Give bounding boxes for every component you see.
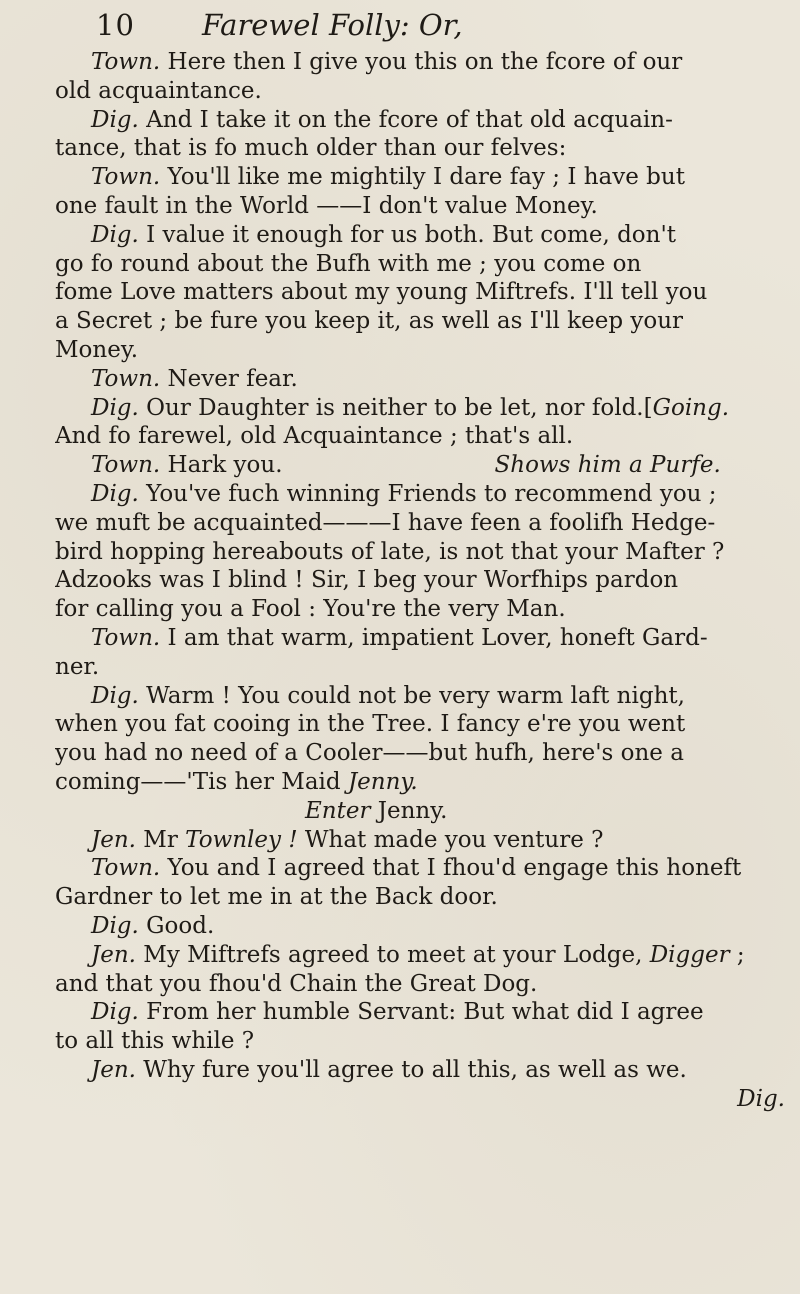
text-line: for calling you a Fool : You're the very Man. (55, 596, 566, 623)
text-line: Gardner to let me in at the Back door. (55, 884, 498, 911)
stage-direction: Shows him a Purfe. (494, 452, 721, 479)
text-line: one fault in the World ——I don't value Money. (55, 192, 598, 219)
speech: Hark you. (160, 452, 283, 479)
speaker: Dig. (91, 999, 139, 1026)
speaker: Town. (91, 49, 161, 75)
text-line: Adzooks was I blind ! Sir, I beg your Worfhips pardon (55, 567, 679, 594)
text-line: tance, that is fo much older than our felves: (55, 135, 567, 162)
speech: What made you venture ? (297, 826, 604, 853)
speech: Never fear. (160, 365, 298, 392)
speaker: Dig. (91, 394, 139, 421)
text-line (55, 682, 795, 711)
speaker: Town. (91, 452, 161, 479)
speaker: Town. (91, 855, 161, 882)
text-line (55, 768, 795, 797)
catchword: Dig. (737, 1085, 785, 1112)
text-line: you had no need of a Cooler——but hufh, here's one a (55, 740, 684, 767)
speaker: Jen. (91, 941, 136, 968)
speech: I am that warm, impatient Lover, honeft Gard- (160, 624, 708, 651)
text-line (55, 451, 795, 480)
speaker: Town. (91, 164, 161, 191)
text-line (55, 394, 795, 423)
text-line (55, 221, 795, 250)
speech: coming——'Tis her Maid (55, 768, 348, 795)
stage-direction: Going. (652, 394, 730, 421)
text-line (55, 163, 795, 192)
speech: ; (729, 941, 745, 968)
speaker: Dig. (91, 480, 139, 507)
speech: You and I agreed that I fhou'd engage this honeft (160, 855, 742, 882)
speech: From her humble Servant: But what did I agree (138, 999, 704, 1026)
text-line (55, 1056, 795, 1085)
text-line: old acquaintance. (55, 77, 262, 104)
text-line: we muft be acquainted———I have feen a foolifh Hedge- (55, 509, 716, 536)
stage-direction: Enter (305, 797, 371, 824)
text-line: to all this while ? (55, 1028, 255, 1055)
text-line (55, 480, 795, 509)
speaker: Dig. (91, 221, 139, 248)
speaker: Town. (91, 365, 161, 392)
text-line (55, 365, 795, 394)
speech: You've fuch winning Friends to recommend you ; (138, 480, 717, 507)
text-line: go fo round about the Bufh with me ; you come on (55, 250, 642, 277)
text-line: Money. (55, 336, 139, 363)
text-line (55, 106, 795, 135)
text-line: when you fat cooing in the Tree. I fancy e're you went (55, 711, 686, 738)
speech: Mr (135, 826, 186, 853)
speaker: Dig. (91, 912, 139, 939)
speaker: Jen. (91, 1056, 136, 1083)
text-line (55, 826, 795, 855)
character-name: Jenny. (347, 768, 418, 795)
text-line (55, 912, 795, 941)
text-line: ner. (55, 653, 100, 680)
text-line (55, 48, 795, 77)
character-name: Townley ! (185, 826, 298, 853)
speech: My Miftrefs agreed to meet at your Lodge, (135, 941, 650, 968)
text-line (55, 941, 795, 970)
text-line: fome Love matters about my young Miftrefs. I'll tell you (55, 279, 708, 306)
speech: You'll like me mightily I dare fay ; I have but (160, 164, 685, 191)
speech: And I take it on the fcore of that old acquain- (138, 106, 673, 133)
page-body (55, 48, 795, 1113)
text-line (55, 854, 795, 883)
text-line (55, 624, 795, 653)
text-line: a Secret ; be fure you keep it, as well as I'll keep your (55, 308, 684, 335)
speech: Why fure you'll agree to all this, as well as we. (135, 1056, 687, 1083)
character-name: Digger (649, 941, 730, 968)
text-line: bird hopping hereabouts of late, is not that your Mafter ? (55, 538, 725, 565)
speech: Good. (138, 912, 215, 939)
stage-direction-line (55, 797, 795, 826)
page-number: 10 (96, 8, 135, 42)
speaker: Dig. (91, 682, 139, 709)
speaker: Town. (91, 624, 161, 651)
text-line (55, 998, 795, 1027)
speech: I value it enough for us both. But come, don't (138, 221, 677, 248)
text-line: and that you fhou'd Chain the Great Dog. (55, 970, 538, 997)
speaker: Dig. (91, 106, 139, 133)
running-title: Farewel Folly: Or, (202, 8, 463, 42)
text-line: And fo farewel, old Acquaintance ; that's all. (55, 423, 574, 450)
speech: Warm ! You could not be very warm laft night, (138, 682, 685, 709)
page-header (66, 8, 750, 52)
speech: Here then I give you this on the fcore of our (160, 49, 683, 75)
speaker: Jen. (91, 826, 136, 853)
character-name: Jenny. (370, 797, 448, 824)
speech: Our Daughter is neither to be let, nor fold.[ (138, 394, 653, 421)
